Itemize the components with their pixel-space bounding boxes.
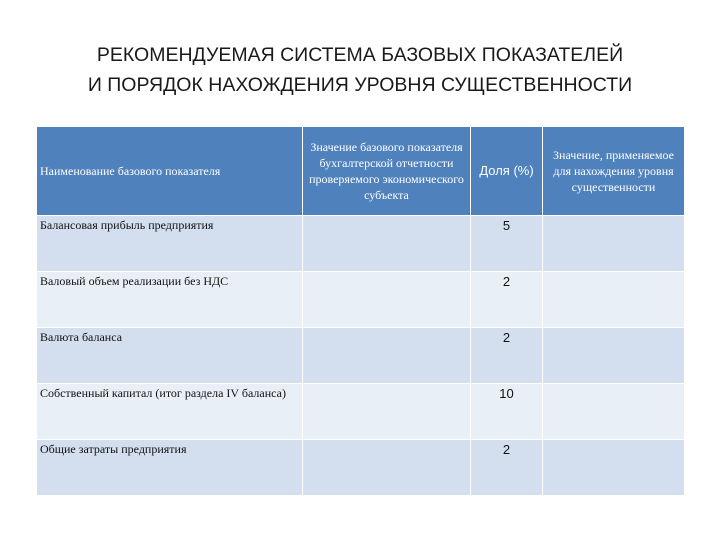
table-row xyxy=(37,328,685,384)
row-name: Балансовая прибыль предприятия xyxy=(37,216,303,272)
row-name: Общие затраты предприятия xyxy=(37,440,303,496)
row-name: Валюта баланса xyxy=(37,328,303,384)
row-share: 10 xyxy=(471,384,543,440)
row-applied xyxy=(543,272,685,328)
row-share: 2 xyxy=(471,328,543,384)
row-applied xyxy=(543,328,685,384)
row-share: 2 xyxy=(471,272,543,328)
row-value xyxy=(303,384,471,440)
row-applied xyxy=(543,216,685,272)
row-value xyxy=(303,328,471,384)
page-title xyxy=(0,40,720,100)
row-value xyxy=(303,216,471,272)
header-applied-value: Значение, применяемое для нахождения уровня существенности xyxy=(543,127,685,216)
row-share: 2 xyxy=(471,440,543,496)
row-name: Собственный капитал (итог раздела IV баланса) xyxy=(37,384,303,440)
indicators-table xyxy=(36,126,685,496)
row-value xyxy=(303,272,471,328)
table-header-row xyxy=(37,127,685,216)
table-row xyxy=(37,216,685,272)
table-row xyxy=(37,384,685,440)
row-value xyxy=(303,440,471,496)
header-indicator-value: Значение базового показателя бухгалтерской отчетности проверяемого экономического субъекта xyxy=(303,127,471,216)
row-applied xyxy=(543,440,685,496)
row-share: 5 xyxy=(471,216,543,272)
title-line-1: РЕКОМЕНДУЕМАЯ СИСТЕМА БАЗОВЫХ ПОКАЗАТЕЛЕЙ xyxy=(96,44,624,66)
table-row xyxy=(37,272,685,328)
row-name: Валовый объем реализации без НДС xyxy=(37,272,303,328)
title-line-2: И ПОРЯДОК НАХОЖДЕНИЯ УРОВНЯ СУЩЕСТВЕННОСТИ xyxy=(87,74,633,96)
table-row xyxy=(37,440,685,496)
row-applied xyxy=(543,384,685,440)
header-indicator-name: Наименование базового показателя xyxy=(37,127,303,216)
header-share: Доля (%) xyxy=(471,127,543,216)
